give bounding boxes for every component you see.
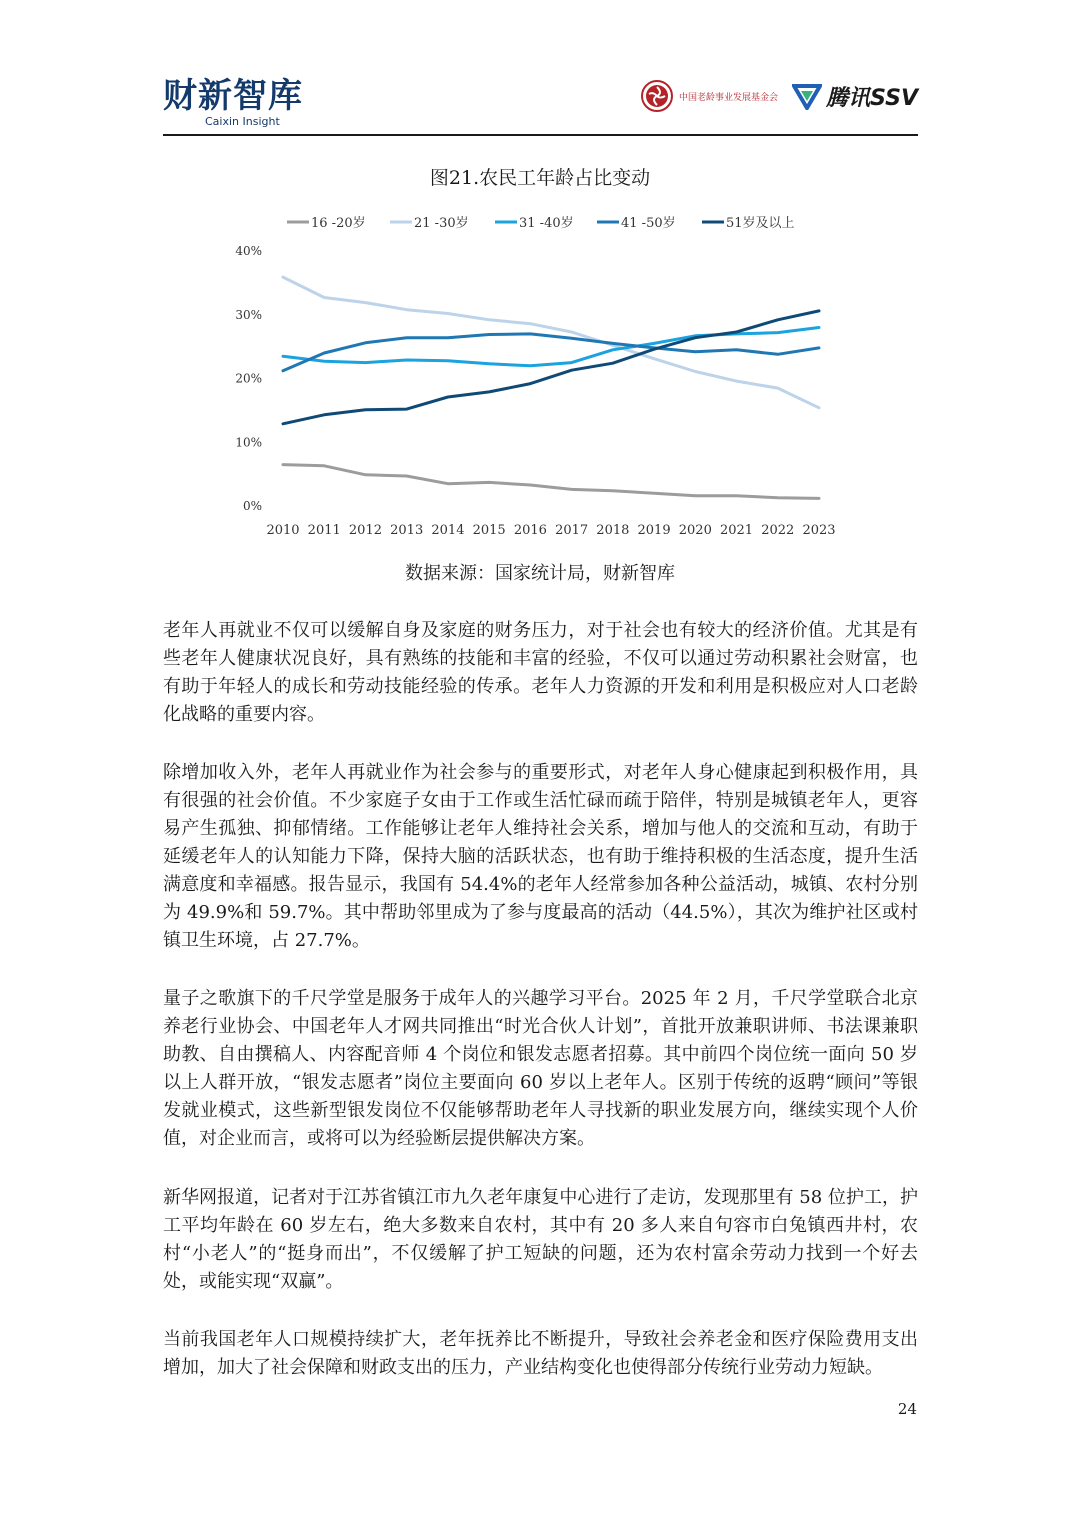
figure-source: 数据来源：国家统计局，财新智库	[405, 563, 675, 584]
legend-label: 21 -30岁	[414, 216, 469, 231]
x-tick-label: 2023	[802, 523, 836, 538]
caixin-logo-subtitle: Caixin Insight	[205, 115, 280, 128]
paragraph-1: 老年人再就业不仅可以缓解自身及家庭的财务压力，对于社会也有较大的经济价值。尤其是有些老年人健康状况良好，具有熟练的技能和丰富的经验，不仅可以通过劳动积累社会财富，也有助于年轻人的成长和劳动技能经验的传承。老年人力资源的开发和利用是积极应对人口老龄化战略的重要内容。	[163, 620, 918, 725]
tencent-ssv-logo: 腾讯SSV	[826, 85, 918, 111]
x-tick-label: 2015	[472, 523, 506, 538]
x-tick-label: 2021	[719, 523, 754, 538]
x-tick-label: 2022	[761, 523, 795, 538]
y-tick-label: 0%	[242, 499, 262, 513]
x-tick-label: 2019	[637, 523, 671, 538]
page-header	[163, 70, 918, 136]
x-tick-label: 2014	[431, 523, 465, 538]
x-tick-label: 2016	[513, 523, 547, 538]
x-tick-label: 2017	[555, 523, 589, 538]
partner-logos	[641, 80, 918, 112]
paragraph-5: 当前我国老年人口规模持续扩大，老年抚养比不断提升，导致社会养老金和医疗保险费用支出增加，加大了社会保障和财政支出的压力，产业结构变化也使得部分传统行业劳动力短缺。	[163, 1329, 918, 1378]
x-tick-label: 2013	[390, 523, 424, 538]
x-tick-label: 2020	[678, 523, 712, 538]
y-tick-label: 10%	[235, 435, 262, 450]
paragraph-3: 量子之歌旗下的千尺学堂是服务于成年人的兴趣学习平台。2025 年 2 月，千尺学堂联合北京养老行业协会、中国老年人才网共同推出“时光合伙人计划”，首批开放兼职讲师、书法课兼职助教、自由撰稿人、内容配音师 4 个岗位和银发志愿者招募。其中前四个岗位统一面向 50 岁以上人群开放，“银发志愿者”岗位主要面向 60 岁以上老年人。区别于传统的返聘“顾问”等银发就业模式，这些新型银发岗位不仅能够帮助老年人寻找新的职业发展方向，继续实现个人价值，对企业而言，或将可以为经验断层提供解决方案。	[163, 988, 918, 1149]
series-line-3	[283, 328, 819, 366]
y-tick-label: 30%	[235, 307, 262, 322]
tencent-ssv-icon	[792, 82, 822, 110]
x-tick-label: 2012	[348, 523, 383, 538]
legend-label: 31 -40岁	[519, 216, 574, 231]
figure-title: 图21.农民工年龄占比变动	[429, 167, 651, 189]
foundation-seal-icon	[641, 80, 673, 112]
caixin-logo: 财新智库	[163, 76, 303, 116]
x-tick-label: 2011	[307, 523, 341, 538]
legend-label: 16 -20岁	[311, 216, 366, 231]
age-share-line-chart	[0, 200, 1080, 550]
legend-label: 41 -50岁	[621, 216, 676, 231]
x-tick-label: 2010	[266, 523, 300, 538]
paragraph-4: 新华网报道，记者对于江苏省镇江市九久老年康复中心进行了走访，发现那里有 58 位护工，护工平均年龄在 60 岁左右，绝大多数来自农村，其中有 20 多人来自句容市白兔镇西井村，农村“小老人”的“挺身而出”，不仅缓解了护工短缺的问题，还为农村富余劳动力找到一个好去处，或能实现“双赢”。	[163, 1187, 918, 1292]
paragraph-2: 除增加收入外，老年人再就业作为社会参与的重要形式，对老年人身心健康起到积极作用，具有很强的社会价值。不少家庭子女由于工作或生活忙碌而疏于陪伴，特别是城镇老年人，更容易产生孤独、抑郁情绪。工作能够让老年人维持社会关系，增加与他人的交流和互动，有助于延缓老年人的认知能力下降，保持大脑的活跃状态，也有助于维持积极的生活态度，提升生活满意度和幸福感。报告显示，我国有 54.4%的老年人经常参加各种公益活动，城镇、农村分别为 49.9%和 59.7%。其中帮助邻里成为了参与度最高的活动（44.5%），其次为维护社区或村镇卫生环境，占 27.7%。	[163, 762, 918, 951]
page-number: 24	[897, 1400, 917, 1418]
foundation-name: 中国老龄事业发展基金会	[679, 92, 779, 103]
y-tick-label: 40%	[235, 244, 262, 258]
x-tick-label: 2018	[596, 523, 630, 538]
series-line-1	[283, 465, 819, 499]
y-tick-label: 20%	[235, 371, 262, 386]
legend-label: 51岁及以上	[726, 216, 795, 231]
